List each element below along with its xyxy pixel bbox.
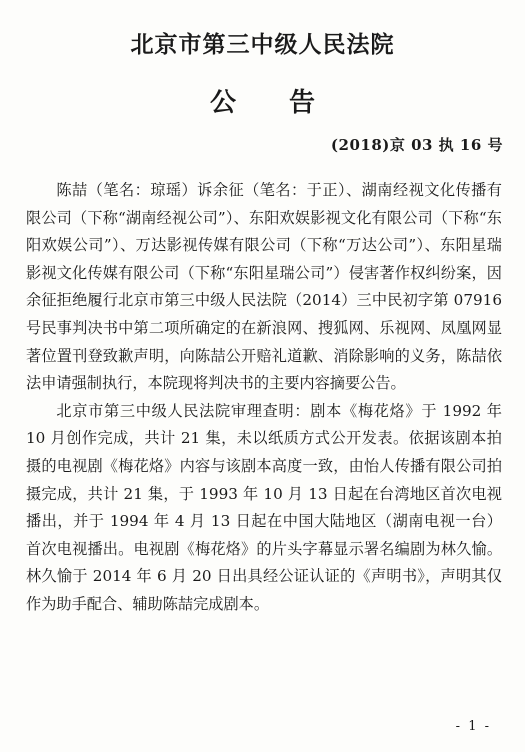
page-number: - 1 - bbox=[455, 719, 491, 734]
announcement-title: 公 告 bbox=[209, 88, 338, 118]
announcement-body bbox=[26, 177, 502, 619]
case-number: (2018)京 03 执 16 号 bbox=[330, 136, 503, 154]
court-name-heading: 北京市第三中级人民法院 bbox=[130, 32, 395, 58]
body-paragraph-2: 北京市第三中级人民法院审理查明：剧本《梅花烙》于 1992 年 10 月创作完成，共计 21 集，未以纸质方式公开发表。依据该剧本拍摄的电视剧《梅花烙》内容与该剧本高度一致，由怡人传播有限公司拍摄完成，共计 21 集，于 1993 年 10 月 13 日起在台湾地区首次电视播出，并于 1994 年 4 月 13 日起在中国大陆地区（湖南电视一台）首次电视播出。电视剧《梅花烙》的片头字幕显示署名编剧为林久愉。林久愉于 2014 年 6 月 20 日出具经公证认证的《声明书》，声明其仅作为助手配合、辅助陈喆完成剧本。 bbox=[26, 401, 502, 613]
body-paragraph-1: 陈喆（笔名：琼瑶）诉余征（笔名：于正）、湖南经视文化传播有限公司（下称“湖南经视公司”）、东阳欢娱影视文化有限公司（下称“东阳欢娱公司”）、万达影视传媒有限公司（下称“万达公司”）、东阳星瑞影视文化传媒有限公司（下称“东阳星瑞公司”）侵害著作权纠纷案，因余征拒绝履行北京市第三中级人民法院（2014）三中民初字第 07916 号民事判决书中第二项所确定的在新浪网、搜狐网、乐视网、凤凰网显著位置刊登致歉声明，向陈喆公开赔礼道歉、消除影响的义务，陈喆依法申请强制执行，本院现将判决书的主要内容摘要公告。 bbox=[26, 181, 502, 393]
